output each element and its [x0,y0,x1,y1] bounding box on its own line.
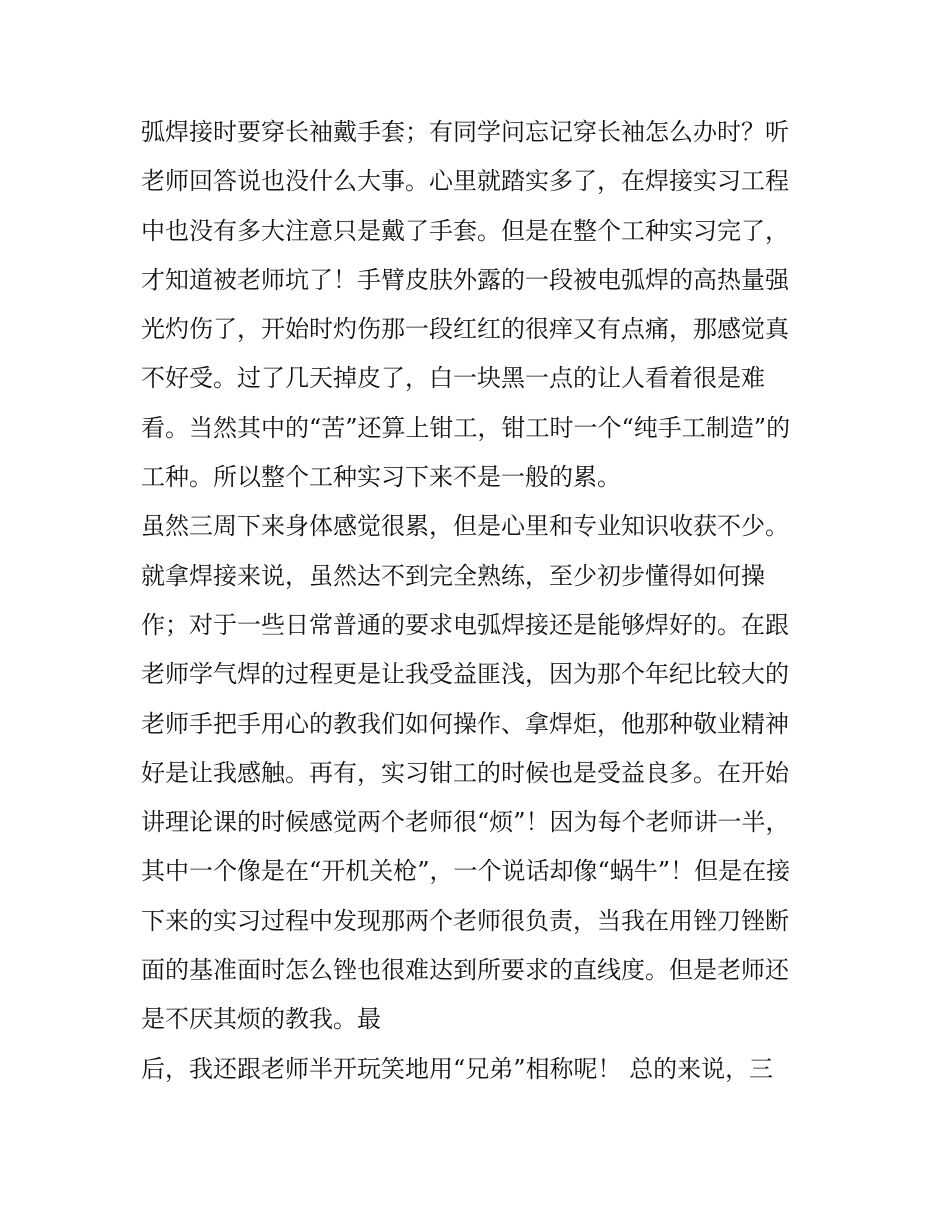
text-line-20: 后，我还跟老师半开玩笑地用“兄弟”相称呢！ 总的来说，三 [141,1054,774,1083]
text-line-19: 是不厌其烦的教我。最 [141,1005,381,1034]
text-line-10: 就拿焊接来说，虽然达不到完全熟练，至少初步懂得如何操 [141,561,765,590]
text-line-11: 作；对于一些日常普通的要求电弧焊接还是能够焊好的。在跟 [141,610,789,639]
body-text [141,108,821,1094]
text-line-13: 老师手把手用心的教我们如何操作、拿焊炬，他那种敬业精神 [141,709,789,738]
text-line-6: 不好受。过了几天掉皮了，白一块黑一点的让人看着很是难 [141,364,765,393]
text-line-8: 工种。所以整个工种实习下来不是一般的累。 [141,463,621,492]
text-line-18: 面的基准面时怎么锉也很难达到所要求的直线度。但是老师还 [141,956,789,985]
text-line-3: 中也没有多大注意只是戴了手套。但是在整个工种实习完了， [141,216,789,245]
text-line-7: 看。当然其中的“苦”还算上钳工，钳工时一个“纯手工制造”的 [141,413,791,442]
text-line-1: 弧焊接时要穿长袖戴手套；有同学问忘记穿长袖怎么办时？听 [141,118,789,146]
text-line-15: 讲理论课的时候感觉两个老师很“烦”！因为每个老师讲一半， [141,808,790,837]
text-line-5: 光灼伤了，开始时灼伤那一段红红的很痒又有点痛，那感觉真 [141,315,789,344]
text-line-12: 老师学气焊的过程更是让我受益匪浅，因为那个年纪比较大的 [141,660,789,689]
text-line-17: 下来的实习过程中发现那两个老师很负责，当我在用锉刀锉断 [141,906,789,935]
text-line-2: 老师回答说也没什么大事。心里就踏实多了，在焊接实习工程 [141,167,789,196]
text-line-14: 好是让我感触。再有，实习钳工的时候也是受益良多。在开始 [141,758,789,787]
text-line-9: 虽然三周下来身体感觉很累，但是心里和专业知识收获不少。 [141,512,789,541]
text-line-16: 其中一个像是在“开机关枪”，一个说话却像“蜗牛”！但是在接 [141,857,791,886]
text-line-4: 才知道被老师坑了！手臂皮肤外露的一段被电弧焊的高热量强 [141,265,789,294]
